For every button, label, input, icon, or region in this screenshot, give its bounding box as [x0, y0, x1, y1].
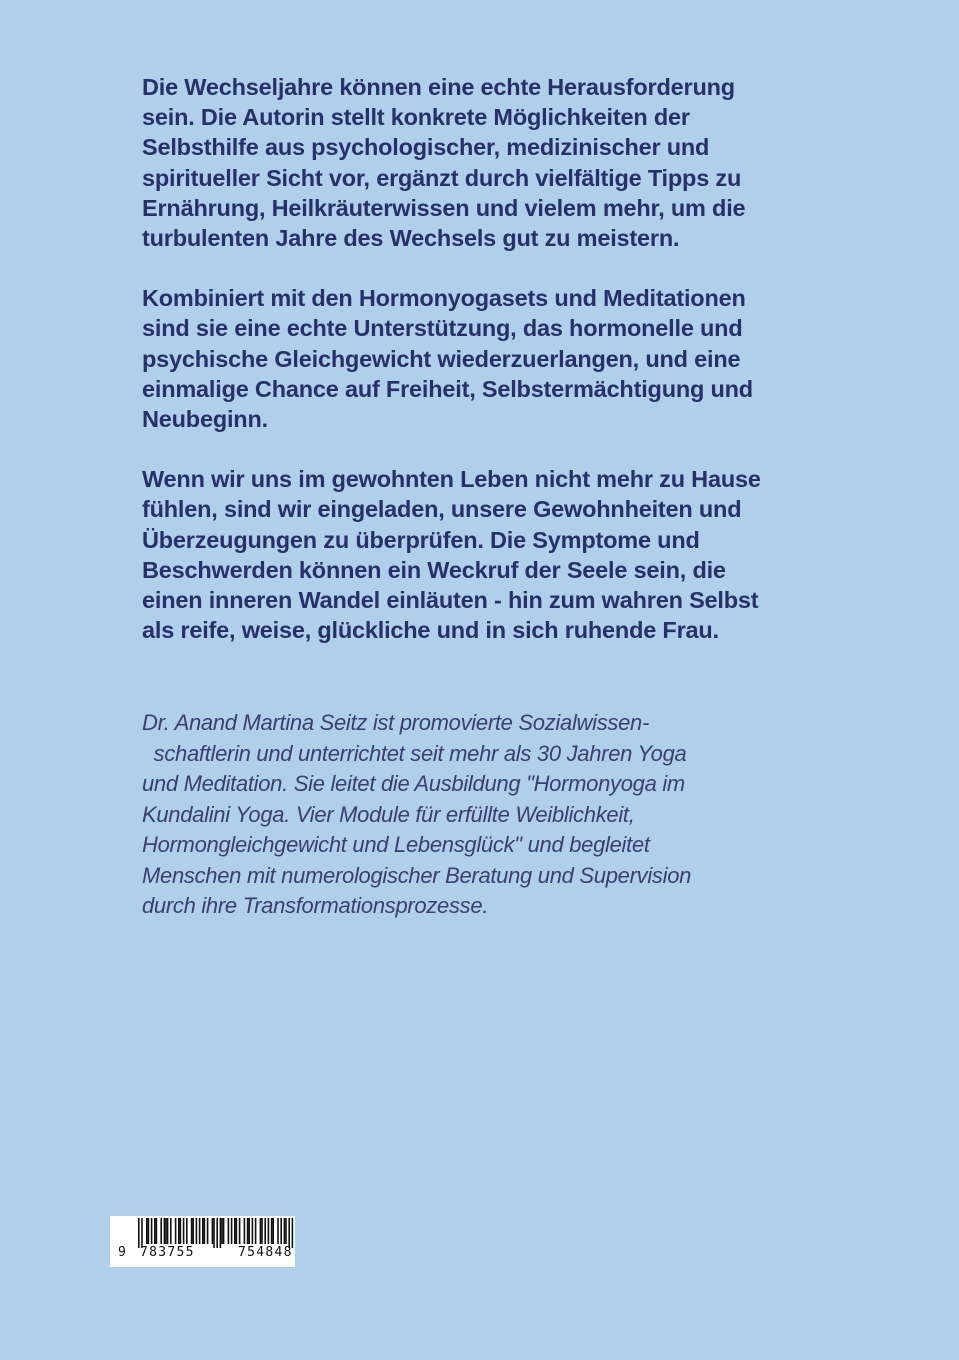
barcode-bar: [146, 1218, 148, 1244]
blurb-line: einmalige Chance auf Freiheit, Selbstermächtigung und: [142, 375, 753, 402]
barcode-bar: [196, 1218, 198, 1244]
blurb-line: Ernährung, Heilkräuterwissen und vielem mehr, um die: [142, 194, 746, 221]
barcode-bar: [148, 1218, 150, 1244]
barcode-bar: [154, 1218, 156, 1244]
barcode-bar: [160, 1218, 162, 1244]
bio-line: und Meditation. Sie leitet die Ausbildung "Hormonyoga im: [142, 771, 685, 796]
bio-line: schaftlerin und unterrichtet seit mehr als 30 Jahren Yoga: [142, 740, 687, 766]
barcode-bar: [247, 1218, 249, 1244]
blurb-line: Wenn wir uns im gewohnten Leben nicht mehr zu Hause: [142, 466, 761, 493]
barcode-bar: [264, 1218, 266, 1244]
blurb-line: Kombiniert mit den Hormonyogasets und Meditationen: [142, 285, 746, 312]
barcode-bar: [138, 1218, 140, 1248]
blurb-line: sind sie eine echte Unterstützung, das hormonelle und: [142, 315, 743, 342]
barcode-bar: [220, 1218, 222, 1248]
barcode-bar: [271, 1218, 273, 1244]
barcode-bar: [202, 1218, 204, 1244]
blurb-line: Beschwerden können ein Weckruf der Seele sein, die: [142, 556, 726, 583]
barcode-bar: [151, 1218, 153, 1244]
barcode-bar: [248, 1218, 250, 1244]
barcode-bar: [191, 1218, 193, 1244]
barcode-bar: [244, 1218, 246, 1244]
barcode-bar: [268, 1218, 270, 1244]
blurb-paragraph-2: [142, 283, 792, 434]
barcode-bar: [285, 1218, 287, 1244]
barcode-bar: [165, 1218, 167, 1244]
barcode-bar: [284, 1218, 286, 1244]
barcode-first-digit: 9: [118, 1245, 126, 1260]
barcode-bar: [207, 1218, 209, 1244]
barcode-bar: [164, 1218, 166, 1244]
barcode-bar: [234, 1218, 236, 1244]
isbn-barcode: [110, 1216, 295, 1267]
blurb-line: Neubeginn.: [142, 406, 268, 433]
blurb-line: Überzeugungen zu überprüfen. Die Symptome und: [142, 526, 700, 553]
barcode-bars: [110, 1216, 295, 1248]
barcode-bar: [223, 1218, 225, 1244]
barcode-bar: [156, 1218, 158, 1244]
blurb-paragraph-1: [142, 72, 792, 253]
barcode-left-group: 783755: [140, 1245, 195, 1260]
blurb-paragraph-3: [142, 464, 792, 645]
barcode-bar: [212, 1218, 214, 1244]
barcode-bar: [280, 1218, 282, 1244]
barcode-bar: [213, 1218, 215, 1248]
barcode-bar: [167, 1218, 169, 1244]
barcode-bar: [228, 1218, 230, 1244]
barcode-bar: [204, 1218, 206, 1244]
barcode-bar: [292, 1218, 294, 1248]
barcode-bar: [221, 1218, 223, 1244]
blurb-text: [142, 72, 792, 675]
bio-line: Hormongleichgewicht und Lebensglück" und begleitet: [142, 832, 650, 857]
barcode-bar: [261, 1218, 263, 1244]
blurb-line: psychische Gleichgewicht wiederzuerlangen, und eine: [142, 345, 741, 372]
blurb-line: als reife, weise, glückliche und in sich ruhende Frau.: [142, 617, 719, 644]
bio-line: Dr. Anand Martina Seitz ist promovierte Sozialwissen-: [142, 710, 649, 735]
blurb-line: fühlen, sind wir eingeladen, unsere Gewohnheiten und: [142, 496, 742, 523]
barcode-bar: [199, 1218, 201, 1244]
barcode-bar: [252, 1218, 254, 1244]
barcode-bar: [192, 1218, 194, 1244]
barcode-bar: [180, 1218, 182, 1244]
barcode-bar: [141, 1218, 143, 1248]
barcode-bar: [260, 1218, 262, 1244]
barcode-bar: [239, 1218, 241, 1244]
barcode-bar: [236, 1218, 238, 1244]
bio-line: durch ihre Transformationsprozesse.: [142, 893, 489, 918]
barcode-bar: [178, 1218, 180, 1244]
author-bio: [142, 708, 782, 922]
barcode-bar: [216, 1218, 218, 1248]
barcode-bar: [231, 1218, 233, 1244]
barcode-bar: [175, 1218, 177, 1244]
barcode-bar: [186, 1218, 188, 1244]
blurb-line: einen inneren Wandel einläuten - hin zum wahren Selbst: [142, 587, 759, 614]
blurb-line: Selbsthilfe aus psychologischer, medizinischer und: [142, 134, 710, 161]
barcode-bar: [277, 1218, 279, 1244]
bio-line: Menschen mit numerologischer Beratung und Supervision: [142, 862, 692, 888]
barcode-bar: [170, 1218, 172, 1244]
blurb-line: turbulenten Jahre des Wechsels gut zu meistern.: [142, 225, 680, 252]
blurb-line: spiritueller Sicht vor, ergänzt durch vielfältige Tipps zu: [142, 164, 742, 191]
barcode-bar: [255, 1218, 257, 1244]
barcode-bar: [288, 1218, 290, 1248]
barcode-bar: [272, 1218, 274, 1244]
bio-line: Kundalini Yoga. Vier Module für erfüllte Weiblichkeit,: [142, 801, 635, 827]
blurb-line: sein. Die Autorin stellt konkrete Möglichkeiten der: [142, 104, 690, 131]
barcode-bar: [183, 1218, 185, 1244]
blurb-line: Die Wechseljahre können eine echte Herausforderung: [142, 74, 735, 100]
barcode-right-group: 754848: [238, 1245, 293, 1260]
